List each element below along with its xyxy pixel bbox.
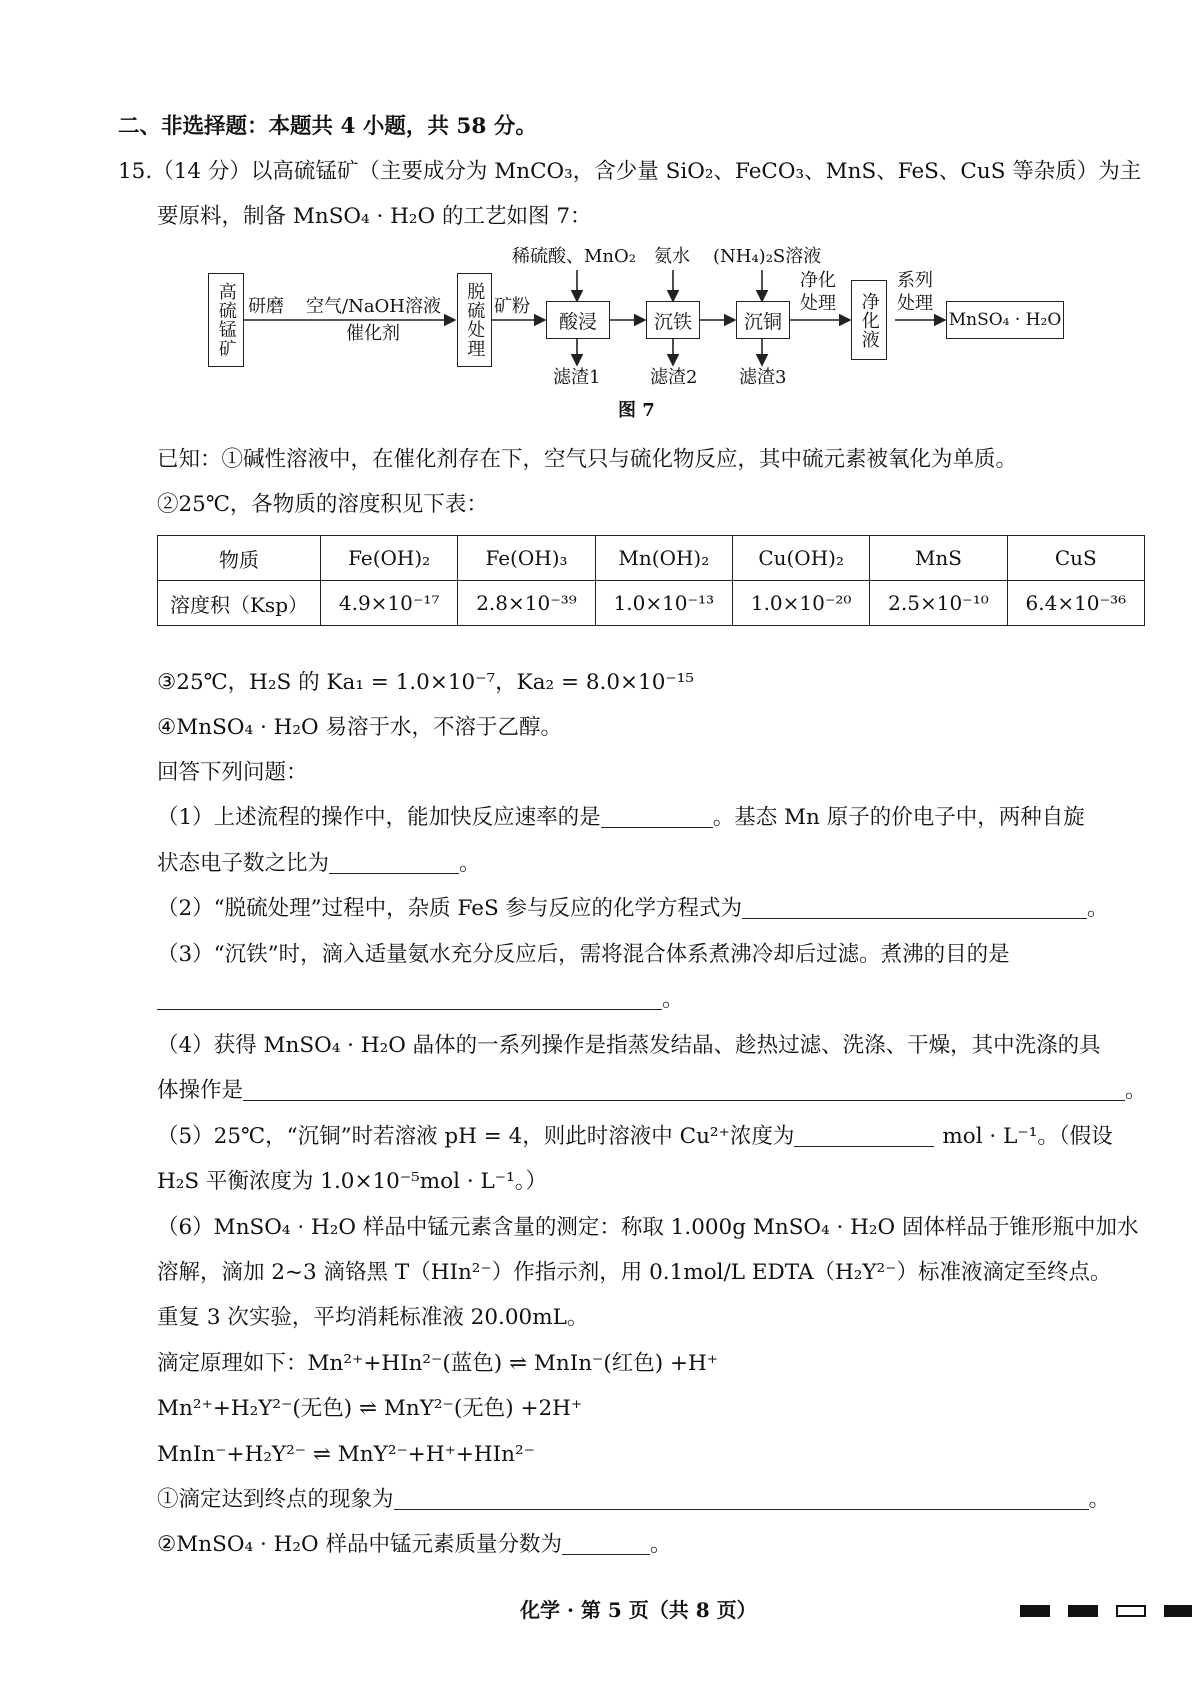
table-header-cell: Fe(OH)₃	[458, 536, 595, 581]
known-condition-2: ②25℃，各物质的溶度积见下表：	[157, 492, 488, 517]
table-header-cell: Fe(OH)₂	[321, 536, 458, 581]
question-3-end: 。	[662, 987, 684, 1012]
sub-question-1-line	[157, 1485, 1110, 1515]
question-1-text-c: 状态电子数之比为	[157, 851, 330, 876]
label-residue-3: 滤渣3	[739, 367, 787, 388]
sub-question-2-line	[157, 1530, 671, 1560]
answer-blank-6a[interactable]	[394, 1487, 1089, 1510]
question-5-text-a: （5）25℃，“沉铜”时若溶液 pH = 4，则此时溶液中 Cu²⁺浓度为	[157, 1124, 795, 1149]
question-5-line-1	[157, 1122, 1113, 1152]
question-1-line-1	[157, 803, 1085, 833]
question-1-text-d: 。	[459, 851, 481, 876]
box-iron-precipitation: 沉铁	[646, 301, 700, 339]
table-header-cell: 物质	[158, 536, 321, 581]
q15-intro-line-1: 15.（14 分）以高硫锰矿（主要成分为 MnCO₃，含少量 SiO₂、FeCO₃、MnS、FeS、CuS 等杂质）为主	[118, 159, 1142, 184]
label-purify-line-2: 处理	[800, 293, 836, 314]
table-cell: 6.4×10⁻³⁶	[1007, 581, 1144, 626]
question-5-text-b: mol · L⁻¹。（假设	[942, 1124, 1113, 1149]
table-row-label: 溶度积（Ksp）	[158, 581, 321, 626]
label-residue-2: 滤渣2	[650, 367, 698, 388]
question-2-end: 。	[1087, 896, 1109, 921]
table-cell: 2.8×10⁻³⁹	[458, 581, 595, 626]
figure-caption: 图 7	[618, 400, 655, 421]
page-footer: 化学 · 第 5 页（共 8 页）	[520, 1598, 757, 1622]
label-acid-reagent: 稀硫酸、MnO₂	[512, 246, 636, 267]
q15-intro-line-2: 要原料，制备 MnSO₄ · H₂O 的工艺如图 7：	[157, 204, 592, 229]
answer-prompt: 回答下列问题：	[157, 760, 308, 785]
box-desulfurization: 脱硫处理	[457, 273, 492, 367]
label-catalyst: 催化剂	[346, 323, 400, 344]
answer-blank-4[interactable]	[243, 1078, 1125, 1101]
question-6-line-3: 重复 3 次实验，平均消耗标准液 20.00mL。	[157, 1305, 589, 1330]
footer-mark-solid-2	[1068, 1605, 1098, 1617]
label-ore-powder: 矿粉	[494, 296, 530, 317]
sub-question-2-text: ②MnSO₄ · H₂O 样品中锰元素质量分数为	[157, 1532, 562, 1557]
box-acid-leach: 酸浸	[546, 301, 610, 339]
answer-blank-6b[interactable]	[562, 1532, 650, 1555]
question-1-line-2	[157, 849, 481, 879]
question-1-text-a: （1）上述流程的操作中，能加快反应速率的是	[157, 805, 601, 830]
table-header-cell: Mn(OH)₂	[595, 536, 732, 581]
box-product: MnSO₄ · H₂O	[946, 301, 1064, 339]
question-3-line-2	[157, 985, 684, 1015]
table-row	[158, 581, 1145, 626]
question-1-text-b: 。基态 Mn 原子的价电子中，两种自旋	[712, 805, 1085, 830]
answer-blank-3[interactable]	[157, 987, 662, 1010]
titration-principle-3: MnIn⁻+H₂Y²⁻ ⇌ MnY²⁻+H⁺+HIn²⁻	[157, 1442, 535, 1467]
ksp-table	[157, 535, 1145, 626]
flowchart-arrows	[0, 0, 1200, 420]
label-ammonium-sulfide: (NH₄)₂S溶液	[713, 246, 822, 267]
footer-mark-hollow	[1116, 1605, 1146, 1617]
footer-mark-solid-3	[1164, 1605, 1192, 1617]
question-4-line-2	[157, 1076, 1147, 1106]
question-3-line-1: （3）“沉铁”时，滴入适量氨水充分反应后，需将混合体系煮沸冷却后过滤。煮沸的目的是	[157, 942, 1010, 967]
label-series-line-1: 系列	[897, 270, 933, 291]
answer-blank-1a[interactable]	[601, 805, 713, 828]
table-header-cell: CuS	[1007, 536, 1144, 581]
answer-blank-1b[interactable]	[329, 851, 459, 874]
question-2-text: （2）“脱硫处理”过程中，杂质 FeS 参与反应的化学方程式为	[157, 896, 743, 921]
question-6-line-2: 溶解，滴加 2~3 滴铬黑 T（HIn²⁻）作指示剂，用 0.1mol/L EDTA（H₂Y²⁻）标准液滴定至终点。	[157, 1260, 1112, 1285]
footer-mark-solid-1	[1020, 1605, 1050, 1617]
sub-question-2-end: 。	[649, 1532, 672, 1557]
titration-principle-2: Mn²⁺+H₂Y²⁻(无色) ⇌ MnY²⁻(无色) +2H⁺	[157, 1396, 583, 1421]
sub-question-1-text: ①滴定达到终点的现象为	[157, 1487, 394, 1512]
label-residue-1: 滤渣1	[553, 367, 601, 388]
question-4-end: 。	[1125, 1078, 1147, 1103]
question-5-line-2: H₂S 平衡浓度为 1.0×10⁻⁵mol · L⁻¹。）	[157, 1169, 548, 1194]
section-header: 二、非选择题：本题共 4 小题，共 58 分。	[118, 114, 537, 139]
known-condition-1: 已知：①碱性溶液中，在催化剂存在下，空气只与硫化物反应，其中硫元素被氧化为单质。	[157, 447, 1018, 472]
label-series-line-2: 处理	[897, 293, 933, 314]
answer-blank-5[interactable]	[794, 1124, 934, 1147]
table-cell: 1.0×10⁻¹³	[595, 581, 732, 626]
table-header-cell: MnS	[870, 536, 1007, 581]
table-cell: 1.0×10⁻²⁰	[732, 581, 869, 626]
table-cell: 2.5×10⁻¹⁰	[870, 581, 1007, 626]
label-grinding: 研磨	[248, 296, 284, 317]
table-cell: 4.9×10⁻¹⁷	[321, 581, 458, 626]
question-4-text: 体操作是	[157, 1078, 244, 1103]
box-high-sulfur-ore: 高硫锰矿	[208, 273, 244, 367]
titration-principle-1: 滴定原理如下：Mn²⁺+HIn²⁻(蓝色) ⇌ MnIn⁻(红色) +H⁺	[157, 1351, 719, 1376]
box-purified-liquid: 净化液	[851, 280, 887, 360]
label-purify-line-1: 净化	[800, 270, 836, 291]
table-header-cell: Cu(OH)₂	[732, 536, 869, 581]
answer-blank-2[interactable]	[742, 896, 1087, 919]
known-condition-4: ④MnSO₄ · H₂O 易溶于水，不溶于乙醇。	[157, 715, 562, 740]
label-air-naoh: 空气/NaOH溶液	[306, 296, 441, 317]
sub-question-1-end: 。	[1088, 1487, 1111, 1512]
label-ammonia: 氨水	[654, 246, 690, 267]
question-4-line-1: （4）获得 MnSO₄ · H₂O 晶体的一系列操作是指蒸发结晶、趁热过滤、洗涤、干燥，其中洗涤的具	[157, 1033, 1101, 1058]
known-condition-3: ③25℃，H₂S 的 Ka₁ = 1.0×10⁻⁷，Ka₂ = 8.0×10⁻¹⁵	[157, 670, 694, 695]
question-2-line	[157, 894, 1109, 924]
box-copper-precipitation: 沉铜	[736, 301, 790, 339]
question-6-line-1: （6）MnSO₄ · H₂O 样品中锰元素含量的测定：称取 1.000g MnSO₄ · H₂O 固体样品于锥形瓶中加水	[157, 1215, 1139, 1240]
table-header-row	[158, 536, 1145, 581]
